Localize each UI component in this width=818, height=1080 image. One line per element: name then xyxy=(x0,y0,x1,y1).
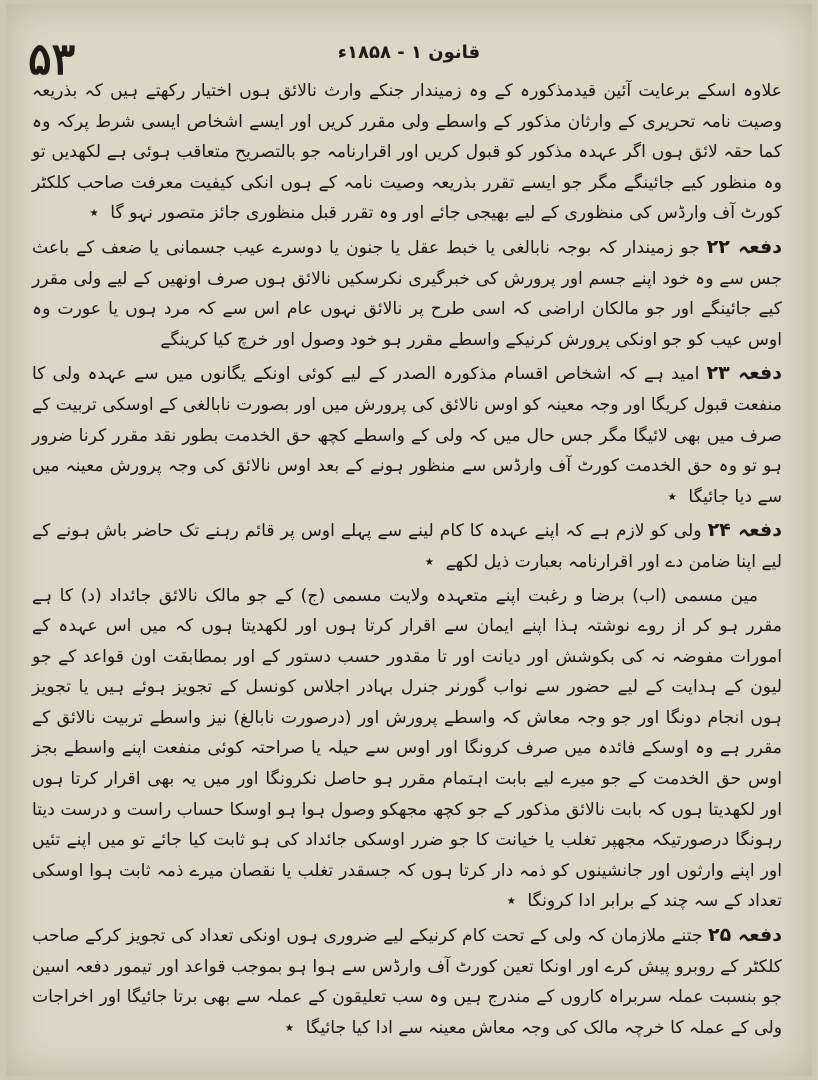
paragraph-text: ولی کو لازم ہے کہ اپنے عہدہ کا کام لینے سے پہلے اوس پر قائم رہنے تک حاضر باش ہونے کے لیے اپنا ضامن دے اور اقرارنامہ بعبارت ذیل لکھے xyxy=(32,521,782,572)
section-heading: دفعہ ۲۳ xyxy=(706,362,782,385)
section-heading: دفعہ ۲۲ xyxy=(706,235,782,258)
paragraph-text: مین مسمی (اب) برضا و رغبت اپنے متعہدہ ولایت مسمی (ج) کے جو مالک نالائق جائداد (د) کا ہے مقرر ہو کر از روے نوشتہ ہذا اپنے ایمان سے اقرار کرتا ہوں اور لکھدیتا ہوں کہ میں اس عہدہ کے امورات مفوضہ نہ کی بکوشش اور دیانت اور تا مقدور حسب دستور کے اور بمطابقت اون قواعد کے جو لیون کے ہدایت کے لیے حضور سے نواب گورنر جنرل بہادر اجلاس کونسل کے تجویز ہوئے ہیں یا تجویز ہوں انجام دونگا اور جو وجہ معاش کہ واسطے پرورش اور (درصورت نابالغ) نیز واسطے تربیت نالائق کے مقرر ہے وہ اوسکے فائدہ میں صرف کرونگا اور اوس سے حیلہ یا صراحتہ کوئی منفعت اپنے واسطے بجز اوس حق الخدمت کے جو میرے لیے بابت اہتمام مقرر ہو حاصل نکرونگا اور میں یہ بھی اقرار کرتا ہوں اور لکھدیتا ہوں کہ بابت نالائق مذکور کے جو کچھ مجھکو وصول ہوا ہو اوسکا حساب راست و درست دیتا رہونگا درصورتیکہ مجھپر تغلب یا خیانت کا جو ضرر اوسکی جائداد کی ہو ثابت کیا جائے تو میں اپنے تئیں اور اپنے وارثوں اور جانشینوں کو ذمہ دار کرتا ہوں کہ جسقدر تغلب یا نقصان میرے ذمہ ثابت ہوا اوسکی تعداد کے سہ چند کے برابر ادا کرونگا xyxy=(32,585,782,912)
paragraph-text: امید ہے کہ اشخاص اقسام مذکورہ الصدر کے لیے کوئی اونکے یگانوں میں سے عہدہ ولی کا منفعت قبول کریگا اور وجہ معینہ کو اوس نالائق کی پرورش میں اور بصورت نابالغی کے اوسکی تربیت کے صرف میں بھی لائیگا مگر جس حال میں کہ ولی کے واسطے کچھ حق الخدمت بطور نقد مقرر کرنا ضرور ہو تو وہ حق الخدمت کورٹ آف وارڈس سے منظور ہونے کے بعد اوس نالائق کی وجہ پرورش معینہ میں سے دیا جائیگا xyxy=(32,364,782,507)
end-mark: ٭ xyxy=(284,1017,295,1038)
paragraph-bond-form xyxy=(32,581,782,918)
section-heading: دفعہ ۲۵ xyxy=(708,924,782,947)
paragraph-section-22 xyxy=(32,232,782,355)
page-number: ۵۳ xyxy=(28,34,76,85)
end-mark: ٭ xyxy=(89,203,99,224)
paragraph-section-23 xyxy=(32,358,782,512)
paragraph-intro xyxy=(32,76,782,229)
body-text xyxy=(32,76,782,1066)
end-mark: ٭ xyxy=(506,891,516,912)
paragraph-text: علاوہ اسکے برعایت آئین قیدمذکورہ کے وہ زمیندار جنکے وارث نالائق ہوں اختیار رکھتے ہیں کہ بذریعہ وصیت نامہ تحریری کے وارثان مذکور کے واسطے ولی مقرر کریں اور ایسے اشخاص ایسی شرط پرکہ وہ کما حقہ لائق ہوں اگر عہدہ مذکور کو قبول کریں اور اقرارنامہ جو بالتصریح متعاقب ہوئی ہے لکھدیں تو وہ منظور کیے جائینگے مگر جو ایسے تقرر بذریعہ وصیت نامہ کے ہوں انکی کیفیت معرفت صاحب کلکٹر کورٹ آف وارڈس کی منظوری کے لیے بھیجی جائے اور وہ تقرر قبل منظوری جائز متصور نہو گا xyxy=(32,81,782,224)
end-mark: ٭ xyxy=(424,551,435,572)
running-head: قانون ۱ - ۱۸۵۸ء xyxy=(337,42,481,63)
paragraph-text: جتنے ملازمان کہ ولی کے تحت کام کرنیکے لیے ضروری ہوں اونکی تعداد کی تجویز کرکے صاحب کلکٹر کے روبرو پیش کرے اور اونکا تعین کورٹ آف وارڈس سے ہوا ہو بموجب قواعد اور تیمور دفعہ اسین جو بنسبت عملہ سربراہ کاروں کے مندرج ہیں وہ سب تعلیقون کے عملہ سے بھی برتا جائیگا اور اخراجات ولی کے عملہ کا خرچہ مالک کی وجہ معاش معینہ سے ادا کیا جائیگا xyxy=(32,926,782,1038)
paragraph-section-25 xyxy=(32,920,782,1043)
paragraph-section-24 xyxy=(32,515,782,577)
document-page xyxy=(6,4,812,1076)
paragraph-text: جو زمیندار کہ بوجہ نابالغی یا خبط عقل یا جنون یا دوسرے عیب جسمانی یا ضعف کے باعث جس سے وہ خود اپنے جسم اور پرورش کی خبرگیری نکرسکیں نالائق ہوں صرف اونھیں کے لیے ولی مقرر کیے جائینگے اور جو مالکان اراضی کہ اسی طرح پر نالائق نہوں عام اس سے کہ مرد ہوں یا عورت وہ اوس عیب کو جو اونکی پرورش کرنیکے واسطے مقرر ہو خود وصول اور خرچ کیا کرینگے xyxy=(32,237,782,350)
end-mark: ٭ xyxy=(667,486,677,507)
section-heading: دفعہ ۲۴ xyxy=(707,519,782,542)
